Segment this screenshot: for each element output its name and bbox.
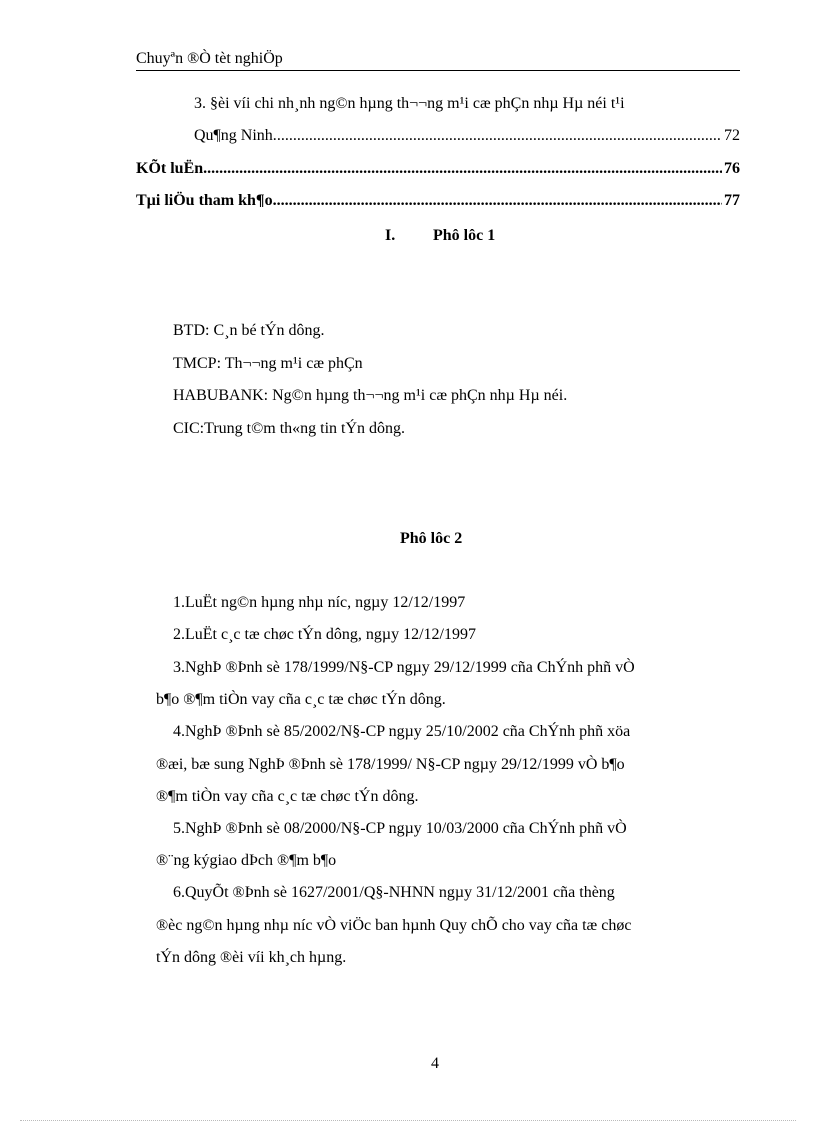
toc-entry-references bbox=[136, 192, 740, 210]
page-number: 4 bbox=[431, 1055, 439, 1072]
header-divider bbox=[136, 70, 740, 71]
toc-entry-conclusion bbox=[136, 160, 740, 178]
reference-item-line: 4.NghÞ ®Þnh sè 85/2002/N§-CP ngµy 25/10/2002 cña ChÝnh phñ xöa bbox=[173, 723, 631, 740]
toc-page-number: 76 bbox=[724, 160, 740, 177]
toc-leader-dots bbox=[203, 160, 722, 178]
appendix-1-number: I. bbox=[385, 227, 396, 244]
reference-item-line: 5.NghÞ ®Þnh sè 08/2000/N§-CP ngµy 10/03/2000 cña ChÝnh phñ vÒ bbox=[173, 820, 627, 837]
reference-item-line: ®æi, bæ sung NghÞ ®Þnh sè 178/1999/ N§-CP ngµy 29/12/1999 vÒ b¶o bbox=[156, 756, 625, 773]
toc-entry-1-line-2 bbox=[194, 127, 740, 145]
reference-item-line: ®¶m tiÒn vay cña c¸c tæ chøc tÝn dông. bbox=[156, 788, 419, 805]
toc-entry-label: Tµi liÖu tham kh¶o bbox=[136, 192, 273, 209]
reference-item-line: b¶o ®¶m tiÒn vay cña c¸c tæ chøc tÝn dông. bbox=[156, 691, 446, 708]
reference-item-line: tÝn dông ®èi víi kh¸ch hµng. bbox=[156, 949, 347, 966]
toc-entry-label: Qu¶ng Ninh. bbox=[194, 127, 277, 144]
reference-item: 2.LuËt c¸c tæ chøc tÝn dông, ngµy 12/12/1997 bbox=[173, 626, 476, 643]
reference-item: 1.LuËt ng©n hµng nhµ níc, ngµy 12/12/1997 bbox=[173, 594, 466, 611]
reference-item-line: ®èc ng©n hµng nhµ níc vÒ viÖc ban hµnh Quy chÕ cho vay cña tæ chøc bbox=[156, 917, 632, 934]
reference-item-line: ®¨ng kýgiao dÞch ®¶m b¶o bbox=[156, 852, 337, 869]
appendix-2-title: Phô lôc 2 bbox=[400, 530, 463, 547]
reference-item-line: 3.NghÞ ®Þnh sè 178/1999/N§-CP ngµy 29/12/1999 cña ChÝnh phñ vÒ bbox=[173, 659, 635, 676]
page-bottom-edge bbox=[20, 1120, 796, 1121]
appendix-1-title: Phô lôc 1 bbox=[433, 227, 496, 244]
toc-page-number: 72 bbox=[724, 127, 740, 144]
abbreviation-item: BTD: C¸n bé tÝn dông. bbox=[173, 322, 325, 339]
toc-entry-label: KÕt luËn bbox=[136, 160, 204, 177]
toc-leader-dots bbox=[273, 192, 722, 210]
header-title: Chuyªn ®Ò tèt nghiÖp bbox=[136, 50, 283, 67]
abbreviation-item: CIC:Trung t©m th«ng tin tÝn dông. bbox=[173, 420, 406, 437]
toc-leader-dots bbox=[277, 127, 722, 145]
reference-item-line: 6.QuyÕt ®Þnh sè 1627/2001/Q§-NHNN ngµy 31/12/2001 cña thèng bbox=[173, 884, 615, 901]
abbreviation-item: HABUBANK: Ng©n hµng th¬¬ng m¹i cæ phÇn nhµ Hµ néi. bbox=[173, 387, 568, 404]
toc-page-number: 77 bbox=[724, 192, 740, 209]
toc-entry-1-line-1: 3. §èi víi chi nh¸nh ng©n hµng th¬¬ng m¹i cæ phÇn nhµ Hµ néi t¹i bbox=[194, 95, 625, 112]
abbreviation-item: TMCP: Th¬¬ng m¹i cæ phÇn bbox=[173, 355, 363, 372]
